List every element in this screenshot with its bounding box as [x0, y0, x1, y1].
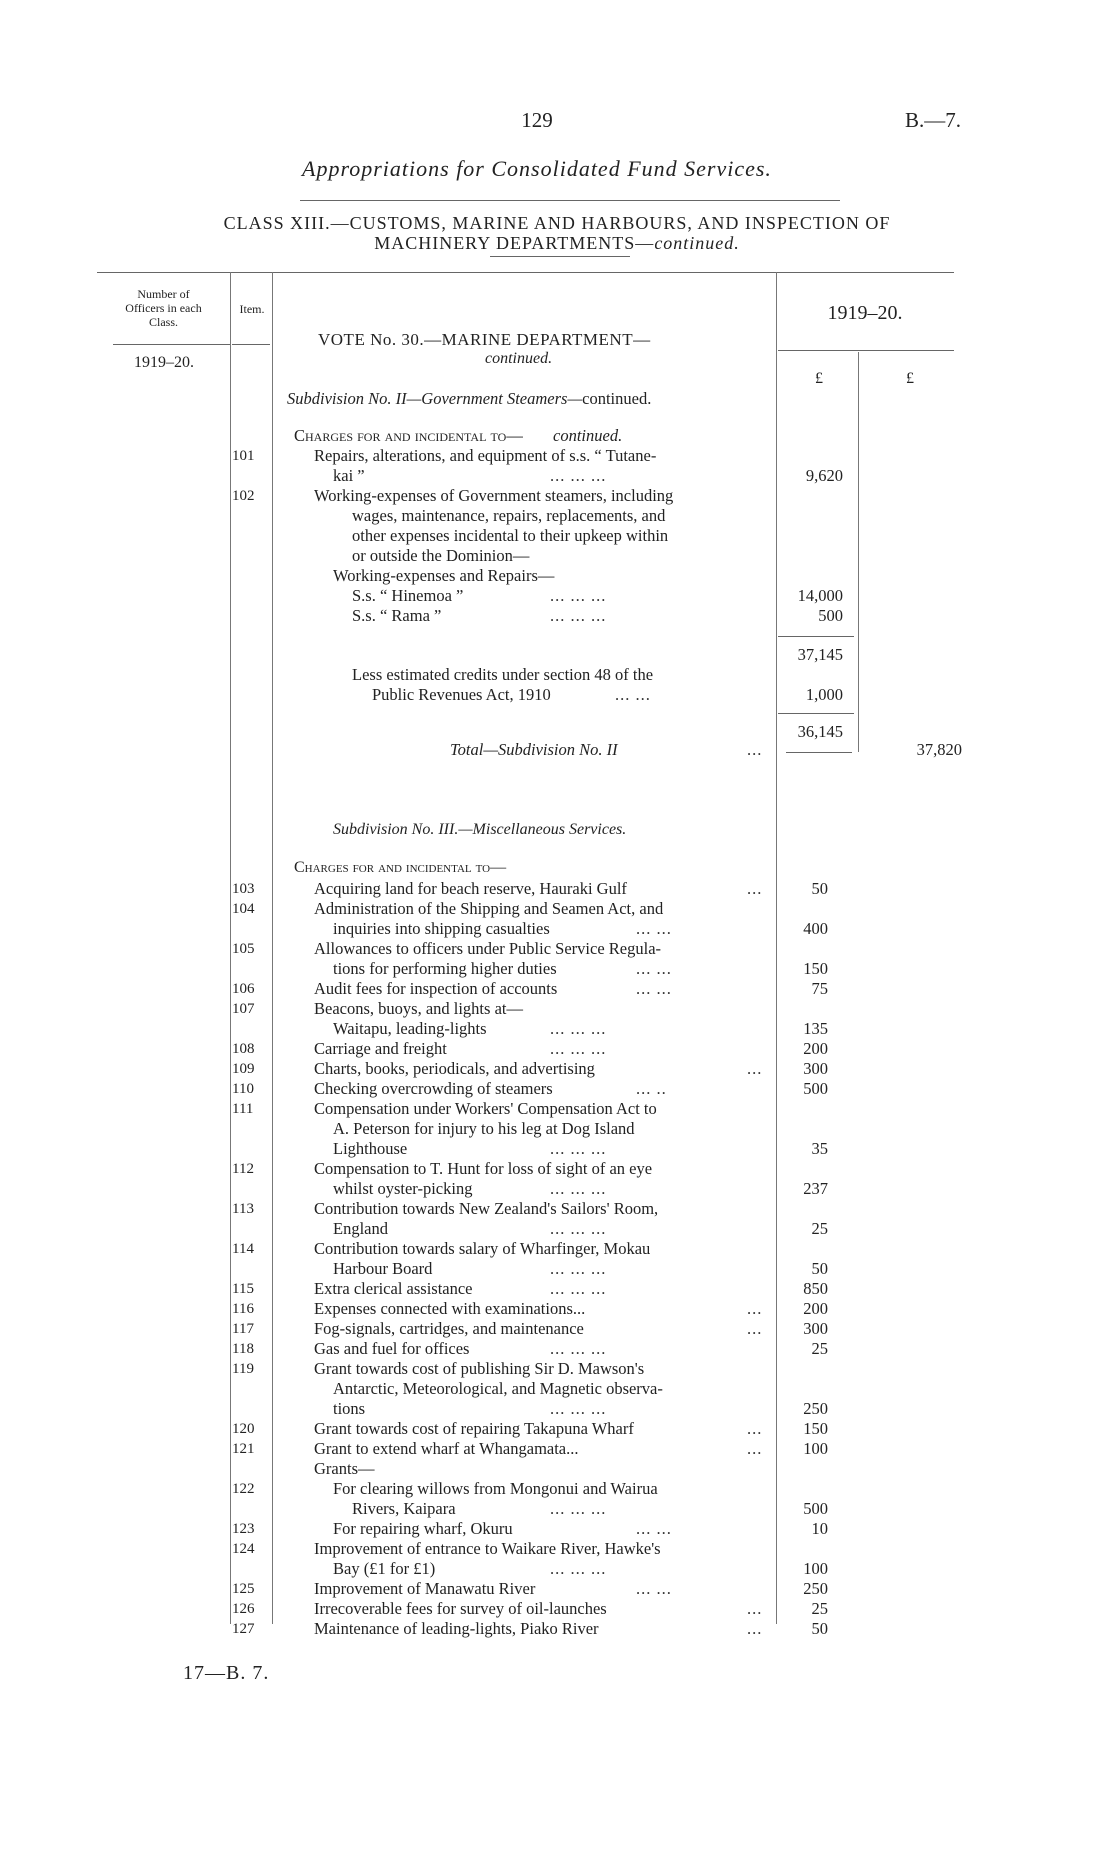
item-description: Gas and fuel for offices [314, 1339, 470, 1358]
item-column-header: Item. [239, 302, 265, 316]
table-row [0, 939, 1114, 959]
item-number: 115 [232, 1281, 254, 1297]
item-description: Grants— [314, 1459, 375, 1478]
leader-dots: ... .. [636, 1079, 667, 1098]
item-number: 124 [232, 1541, 255, 1557]
leader-dots: ... [747, 1319, 763, 1338]
less-credits-text: Less estimated credits under section 48 of the [352, 665, 654, 684]
year-header-rule [778, 350, 954, 351]
item-amount: 300 [803, 1319, 828, 1338]
leader-dots: ... [747, 1299, 763, 1318]
item-description: Administration of the Shipping and Seamen Act, and [314, 899, 664, 918]
gross-amount: 37,145 [797, 645, 843, 664]
table-row [0, 1259, 1114, 1279]
table-row [0, 1279, 1114, 1299]
item-amount: 50 [811, 879, 828, 898]
vote-title: VOTE No. 30.—MARINE DEPARTMENT— [318, 330, 651, 349]
item-amount: 500 [803, 1079, 828, 1098]
pound-symbol-col2: £ [906, 370, 914, 387]
item-amount: 100 [803, 1439, 828, 1458]
leader-dots: ... [747, 1439, 763, 1458]
table-row [0, 1039, 1114, 1059]
officers-column-header [97, 287, 230, 329]
class-rule [490, 256, 630, 257]
item-amount: 850 [803, 1279, 828, 1298]
table-row [0, 1159, 1114, 1179]
table-row [0, 1579, 1114, 1599]
item-amount: 150 [803, 1419, 828, 1438]
item-number: 106 [232, 981, 255, 997]
item-description: Checking overcrowding of steamers [314, 1079, 553, 1098]
class-heading-line1: CLASS XIII.—CUSTOMS, MARINE AND HARBOURS, AND INSPECTION OF [223, 213, 891, 233]
item-header-rule [232, 344, 270, 345]
table-row [0, 546, 1114, 566]
item-description: Carriage and freight [314, 1039, 447, 1058]
table-row [0, 1619, 1114, 1639]
item-description: Lighthouse [333, 1139, 408, 1158]
leader-dots: ... [747, 1419, 763, 1438]
item-number: 126 [232, 1601, 255, 1617]
officers-header-line: Number of [137, 287, 190, 301]
subdivision-2-title [287, 389, 651, 409]
less-credits-text: Public Revenues Act, 1910 [372, 685, 551, 704]
leader-dots: ... ... ... [550, 1399, 607, 1418]
leader-dots: ... ... ... [550, 1339, 607, 1358]
item-description: Working-expenses and Repairs— [333, 566, 555, 585]
item-description: Waitapu, leading-lights [333, 1019, 487, 1038]
leader-dots: ... [747, 740, 763, 759]
leader-dots: ... [747, 1619, 763, 1638]
table-row [0, 1239, 1114, 1259]
subdivision-total-row [0, 740, 1114, 760]
table-row [0, 1459, 1114, 1479]
item-description: other expenses incidental to their upkeep within [352, 526, 669, 545]
item-amount: 75 [811, 979, 828, 998]
charges-continued: continued. [553, 426, 623, 445]
table-row [0, 1139, 1114, 1159]
table-row [0, 526, 1114, 546]
leader-dots: ... ... ... [550, 586, 607, 605]
table-row [0, 506, 1114, 526]
leader-dots: ... ... [636, 1519, 672, 1538]
leader-dots: ... ... [636, 959, 672, 978]
item-description: S.s. “ Rama ” [352, 606, 442, 625]
table-row [0, 1339, 1114, 1359]
table-row [0, 1499, 1114, 1519]
table-row [0, 999, 1114, 1019]
net-total-row [0, 722, 1114, 742]
item-number: 117 [232, 1321, 254, 1337]
item-amount: 400 [803, 919, 828, 938]
item-number: 112 [232, 1161, 254, 1177]
charges-heading: Charges for and incidental to— [294, 859, 507, 876]
item-description: Contribution towards salary of Wharfinger, Mokau [314, 1239, 651, 1258]
subdivision-total-label: Total—Subdivision No. II [450, 740, 618, 759]
leader-dots: ... [747, 879, 763, 898]
item-amount: 14,000 [797, 586, 843, 605]
document-reference: B.—7. [905, 108, 962, 132]
item-description: Repairs, alterations, and equipment of s.s. “ Tutane- [314, 446, 657, 465]
table-row [0, 1019, 1114, 1039]
item-description: whilst oyster-picking [333, 1179, 473, 1198]
officers-header-rule [113, 344, 230, 345]
table-row [0, 1479, 1114, 1499]
table-row [0, 1119, 1114, 1139]
class-heading-continued: continued. [654, 233, 740, 253]
leader-dots: ... [747, 1599, 763, 1618]
page-number: 129 [521, 108, 553, 132]
table-row [0, 1359, 1114, 1379]
item-number: 101 [232, 448, 255, 464]
item-amount: 50 [811, 1619, 828, 1638]
item-description: Contribution towards New Zealand's Sailors' Room, [314, 1199, 659, 1218]
item-number: 109 [232, 1061, 255, 1077]
item-amount: 35 [811, 1139, 828, 1158]
less-credits-row [0, 685, 1114, 705]
item-amount: 250 [803, 1399, 828, 1418]
item-number: 116 [232, 1301, 254, 1317]
item-description: For clearing willows from Mongonui and Wairua [333, 1479, 658, 1498]
item-amount: 25 [811, 1219, 828, 1238]
item-description: tions for performing higher duties [333, 959, 557, 978]
officers-header-line: Officers in each [125, 301, 202, 315]
subdivision-3-title: Subdivision No. III.—Miscellaneous Services. [333, 821, 627, 838]
less-credits-row [0, 665, 1114, 685]
table-row [0, 606, 1114, 626]
year-right: 1919–20. [827, 302, 903, 324]
table-row [0, 959, 1114, 979]
table-row [0, 426, 1114, 446]
item-description: Extra clerical assistance [314, 1279, 473, 1298]
class-heading-departments: MACHINERY DEPARTMENTS— [374, 233, 655, 253]
net-amount: 36,145 [797, 722, 843, 741]
item-number: 113 [232, 1201, 254, 1217]
officers-header-line: Class. [148, 315, 178, 329]
item-description: Grant towards cost of publishing Sir D. Mawson's [314, 1359, 645, 1378]
item-number: 121 [232, 1441, 255, 1457]
less-credits-amount: 1,000 [805, 685, 843, 704]
table-row [0, 1199, 1114, 1219]
table-row [0, 1519, 1114, 1539]
leader-dots: ... ... ... [550, 1139, 607, 1158]
leader-dots: ... ... ... [550, 1179, 607, 1198]
table-row [0, 1219, 1114, 1239]
leader-dots: ... ... [615, 685, 651, 704]
sum-rule [778, 636, 854, 637]
table-top-rule [97, 272, 954, 273]
total-rule [786, 752, 852, 753]
table-row [0, 1319, 1114, 1339]
item-description: Irrecoverable fees for survey of oil-launches [314, 1599, 607, 1618]
vote-continued: continued. [485, 350, 553, 367]
table-row [0, 1099, 1114, 1119]
item-description: S.s. “ Hinemoa ” [352, 586, 464, 605]
charges-heading: Charges for and incidental to— [294, 426, 523, 445]
item-number: 119 [232, 1361, 254, 1377]
item-description: Harbour Board [333, 1259, 433, 1278]
item-amount: 200 [803, 1299, 828, 1318]
item-number: 122 [232, 1481, 255, 1497]
item-amount: 150 [803, 959, 828, 978]
item-amount: 135 [803, 1019, 828, 1038]
item-description: inquiries into shipping casualties [333, 919, 550, 938]
item-number: 125 [232, 1581, 255, 1597]
table-row [0, 1299, 1114, 1319]
leader-dots: ... ... ... [550, 1259, 607, 1278]
table-row [0, 566, 1114, 586]
item-description: kai ” [333, 466, 365, 485]
leader-dots: ... [747, 1059, 763, 1078]
item-description: Rivers, Kaipara [352, 1499, 456, 1518]
net-rule [778, 713, 854, 714]
item-description: Grant to extend wharf at Whangamata... [314, 1439, 579, 1458]
leader-dots: ... ... ... [550, 606, 607, 625]
table-row [0, 1419, 1114, 1439]
leader-dots: ... ... [636, 979, 672, 998]
item-number: 114 [232, 1241, 254, 1257]
table-row [0, 1059, 1114, 1079]
table-row [0, 486, 1114, 506]
page-title: Appropriations for Consolidated Fund Services. [302, 156, 772, 181]
leader-dots: ... ... [636, 1579, 672, 1598]
item-number: 108 [232, 1041, 255, 1057]
leader-dots: ... ... [636, 919, 672, 938]
item-description: Expenses connected with examinations... [314, 1299, 586, 1318]
table-row [0, 1399, 1114, 1419]
year-left: 1919–20. [134, 354, 194, 371]
item-description: England [333, 1219, 388, 1238]
item-amount: 50 [811, 1259, 828, 1278]
table-row [0, 919, 1114, 939]
leader-dots: ... ... ... [550, 1019, 607, 1038]
table-row [0, 446, 1114, 466]
item-amount: 200 [803, 1039, 828, 1058]
class-heading-line2 [0, 233, 1114, 254]
item-amount: 300 [803, 1059, 828, 1078]
leader-dots: ... ... ... [550, 1559, 607, 1578]
pound-symbol-col1: £ [815, 370, 823, 387]
table-row [0, 1379, 1114, 1399]
table-row [0, 1599, 1114, 1619]
item-number: 127 [232, 1621, 255, 1637]
table-row [0, 979, 1114, 999]
item-description: Fog-signals, cartridges, and maintenance [314, 1319, 584, 1338]
title-rule [300, 200, 840, 201]
leader-dots: ... ... ... [550, 1219, 607, 1238]
item-description: Charts, books, periodicals, and advertising [314, 1059, 595, 1078]
item-amount: 100 [803, 1559, 828, 1578]
leader-dots: ... ... ... [550, 1279, 607, 1298]
gross-total-row [0, 645, 1114, 665]
item-description: wages, maintenance, repairs, replacements, and [352, 506, 666, 525]
item-number: 105 [232, 941, 255, 957]
item-description: For repairing wharf, Okuru [333, 1519, 513, 1538]
item-amount: 237 [803, 1179, 828, 1198]
item-description: Compensation to T. Hunt for loss of sight of an eye [314, 1159, 653, 1178]
item-amount: 9,620 [805, 466, 843, 485]
item-number: 103 [232, 881, 255, 897]
item-number: 104 [232, 901, 255, 917]
table-row [0, 1559, 1114, 1579]
leader-dots: ... ... ... [550, 1039, 607, 1058]
table-row [0, 586, 1114, 606]
item-description: Acquiring land for beach reserve, Hauraki Gulf [314, 879, 627, 898]
item-description: Beacons, buoys, and lights at— [314, 999, 523, 1018]
leader-dots: ... ... ... [550, 1499, 607, 1518]
table-row [0, 1079, 1114, 1099]
item-number: 107 [232, 1001, 255, 1017]
item-description: Improvement of Manawatu River [314, 1579, 536, 1598]
item-number: 111 [232, 1101, 254, 1117]
item-description: Audit fees for inspection of accounts [314, 979, 558, 998]
item-number: 123 [232, 1521, 255, 1537]
table-row [0, 1539, 1114, 1559]
item-description: Working-expenses of Government steamers, including [314, 486, 674, 505]
subdivision-2-name: Subdivision No. II—Government Steamers— [287, 389, 583, 408]
item-description: Improvement of entrance to Waikare River, Hawke's [314, 1539, 661, 1558]
item-number: 120 [232, 1421, 255, 1437]
item-description: Allowances to officers under Public Service Regula- [314, 939, 662, 958]
item-number: 118 [232, 1341, 254, 1357]
item-description: Compensation under Workers' Compensation Act to [314, 1099, 657, 1118]
item-amount: 25 [811, 1339, 828, 1358]
item-description: Grant towards cost of repairing Takapuna Wharf [314, 1419, 634, 1438]
leader-dots: ... ... ... [550, 466, 607, 485]
table-row [0, 466, 1114, 486]
item-amount: 250 [803, 1579, 828, 1598]
item-amount: 10 [811, 1519, 828, 1538]
subdivision-total-amount: 37,820 [916, 740, 962, 759]
item-description: Bay (£1 for £1) [333, 1559, 436, 1578]
table-row [0, 1439, 1114, 1459]
item-amount: 25 [811, 1599, 828, 1618]
table-row [0, 879, 1114, 899]
item-amount: 500 [803, 1499, 828, 1518]
item-amount: 500 [818, 606, 843, 625]
item-number: 110 [232, 1081, 254, 1097]
item-description: tions [333, 1399, 366, 1418]
subdivision-2-continued: continued. [582, 389, 652, 408]
item-description: Antarctic, Meteorological, and Magnetic observa- [333, 1379, 663, 1398]
footer-signature: 17—B. 7. [183, 1662, 270, 1684]
table-row [0, 1179, 1114, 1199]
item-description: A. Peterson for injury to his leg at Dog Island [333, 1119, 635, 1138]
item-description: Maintenance of leading-lights, Piako River [314, 1619, 599, 1638]
item-description: or outside the Dominion— [352, 546, 530, 565]
table-row [0, 899, 1114, 919]
item-number: 102 [232, 488, 255, 504]
